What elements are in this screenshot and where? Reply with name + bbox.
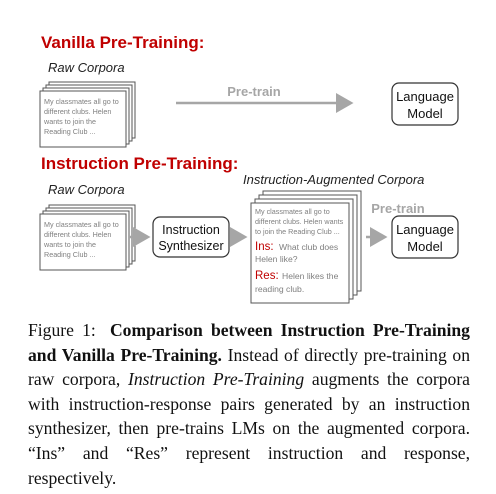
instruction-doc-line: wants to join the	[44, 240, 96, 249]
vanilla-doc-line: different clubs. Helen	[44, 107, 112, 116]
aug-doc-line: My classmates all go to	[255, 207, 330, 216]
synth-line: Synthesizer	[158, 239, 224, 253]
instruction-doc-line: different clubs. Helen	[44, 230, 112, 239]
figure-caption	[28, 318, 470, 490]
caption-label: Figure 1:	[28, 320, 96, 340]
aug-doc-line: different clubs. Helen wants	[255, 217, 344, 226]
augmented-corpora-label: Instruction-Augmented Corpora	[243, 172, 425, 187]
vanilla-doc-line: wants to join the	[44, 117, 96, 126]
synth-line: Instruction	[162, 223, 220, 237]
aug-doc-line: to join the Reading Club ...	[255, 227, 340, 236]
res-text-line: reading club.	[255, 284, 305, 294]
vanilla-pretrain-label: Pre-train	[227, 84, 281, 99]
vanilla-doc-line: My classmates all go to	[44, 97, 119, 106]
instruction-model-line: Language	[396, 222, 454, 237]
augmented-document-stack	[251, 191, 361, 303]
res-tag: Res:	[255, 270, 279, 282]
instruction-document-stack	[40, 205, 135, 270]
vanilla-model-line: Model	[407, 106, 443, 121]
vanilla-corpora-label: Raw Corpora	[48, 60, 125, 75]
vanilla-doc-line: Reading Club ...	[44, 127, 96, 136]
instruction-heading: Instruction Pre-Training:	[41, 154, 239, 173]
vanilla-heading: Vanilla Pre-Training:	[41, 33, 205, 52]
instruction-pretrain-label: Pre-train	[371, 201, 425, 216]
caption-title: Comparison between Instruction Pre-Training and Vanilla Pre-Training.	[28, 320, 470, 365]
instruction-doc-line: My classmates all go to	[44, 220, 119, 229]
instruction-corpora-label: Raw Corpora	[48, 182, 125, 197]
vanilla-model-line: Language	[396, 89, 454, 104]
vanilla-document-stack	[40, 82, 135, 147]
ins-text-line: What club does	[279, 242, 339, 252]
ins-text-line: Helen like?	[255, 254, 298, 264]
instruction-model-line: Model	[407, 239, 443, 254]
caption-text: augments the corpora with instruction-response pairs generated by an instruction synthesizer, then pre-trains LMs on the augmented corpora. “Ins” and “Res” represent instruction and response, respectively.	[28, 369, 470, 488]
caption-text: Instead of directly pre-training on raw corpora,	[28, 344, 470, 390]
ins-tag: Ins:	[255, 241, 274, 253]
instruction-doc-line: Reading Club ...	[44, 250, 96, 259]
res-text-line: Helen likes the	[282, 271, 339, 281]
caption-italic: Instruction Pre-Training	[127, 369, 305, 390]
